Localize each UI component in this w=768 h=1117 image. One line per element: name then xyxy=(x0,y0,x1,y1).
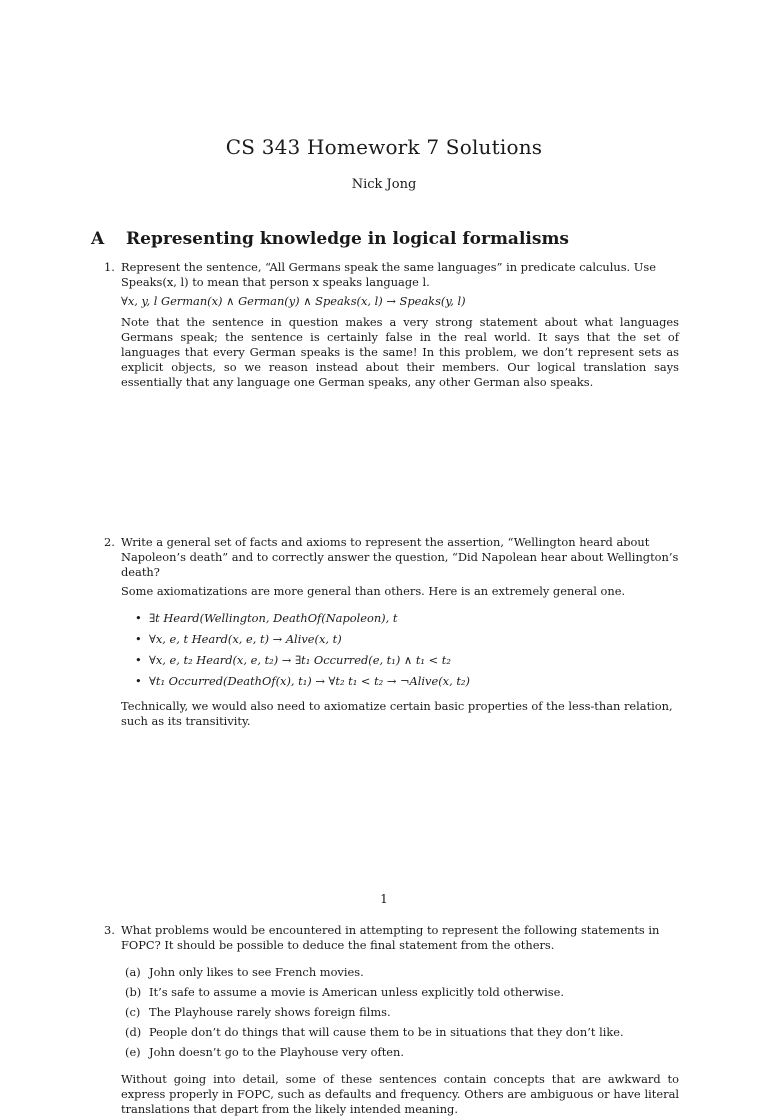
problem-3 xyxy=(104,923,679,1117)
section-heading xyxy=(91,229,691,249)
document-author: Nick Jong xyxy=(351,177,417,192)
problem-2 xyxy=(104,535,679,729)
statement-item xyxy=(121,1025,679,1040)
statement-text: People don’t do things that will cause them to be in situations that they don’t like. xyxy=(149,1025,624,1039)
statement-label: (c) xyxy=(125,1005,141,1019)
statement-item xyxy=(121,985,679,1000)
problem-3-answer: Without going into detail, some of these sentences contain concepts that are awkward to express properly in FOPC, such as defaults and frequency. Others are ambiguous or have literal translations that depart from the likely intended meaning. xyxy=(121,1072,679,1116)
section-number: A xyxy=(91,229,105,249)
statement-text: John doesn’t go to the Playhouse very often. xyxy=(149,1045,405,1059)
statement-label: (e) xyxy=(125,1045,141,1059)
statement-item xyxy=(121,965,679,980)
section-title: Representing knowledge in logical formalisms xyxy=(126,229,569,249)
problem-2-prompt: Write a general set of facts and axioms to represent the assertion, “Wellington heard about Napoleon’s death” and to correctly answer the question, “Did Napolean hear about Wellington’s death? xyxy=(121,535,679,579)
statement-label: (d) xyxy=(125,1025,142,1039)
axiom-list xyxy=(121,611,679,689)
problem-1-prompt: Represent the sentence, “All Germans speak the same languages” in predicate calculus. Use Speaks(x, l) to mean that person x speaks language l. xyxy=(121,260,656,289)
problem-1-formula: ∀x, y, l German(x) ∧ German(y) ∧ Speaks(x, l) → Speaks(y, l) xyxy=(121,294,466,308)
axiom-item: • ∃t Heard(Wellington, DeathOf(Napoleon), t xyxy=(121,611,679,626)
problem-3-number: 3. xyxy=(104,923,115,937)
statement-item xyxy=(121,1045,679,1060)
problem-1-explanation: Note that the sentence in question makes a very strong statement about what languages Germans speak; the sentence is certainly false in the real world. It says that the set of languages that every German speaks is the same! In this problem, we don’t represent sets as explicit objects, so we reason instead about their members. Our logical translation says essentially that any language one German speaks, any other German also speaks. xyxy=(121,315,679,389)
axiom-item: • ∀x, e, t Heard(x, e, t) → Alive(x, t) xyxy=(121,632,679,647)
problem-1 xyxy=(104,260,679,390)
statement-label: (a) xyxy=(125,965,141,979)
statement-label: (b) xyxy=(125,985,142,999)
page-number: 1 xyxy=(380,892,388,906)
problem-2-number: 2. xyxy=(104,535,115,549)
statement-list xyxy=(121,965,679,1060)
axiom-item: • ∀x, e, t₂ Heard(x, e, t₂) → ∃t₁ Occurred(e, t₁) ∧ t₁ < t₂ xyxy=(121,653,679,668)
statement-text: It’s safe to assume a movie is American unless explicitly told otherwise. xyxy=(149,985,564,999)
problem-1-number: 1. xyxy=(104,260,115,274)
statement-item xyxy=(121,1005,679,1020)
statement-text: The Playhouse rarely shows foreign films. xyxy=(149,1005,391,1019)
problem-2-note: Technically, we would also need to axiomatize certain basic properties of the less-than relation, such as its transitivity. xyxy=(121,699,673,728)
problem-3-prompt: What problems would be encountered in attempting to represent the following statements in FOPC? It should be possible to deduce the final statement from the others. xyxy=(121,923,660,952)
statement-text: John only likes to see French movies. xyxy=(149,965,364,979)
axiom-item: • ∀t₁ Occurred(DeathOf(x), t₁) → ∀t₂ t₁ < t₂ → ¬Alive(x, t₂) xyxy=(121,674,679,689)
problem-2-intro: Some axiomatizations are more general than others. Here is an extremely general one. xyxy=(121,584,626,598)
document-title: CS 343 Homework 7 Solutions xyxy=(225,135,543,159)
